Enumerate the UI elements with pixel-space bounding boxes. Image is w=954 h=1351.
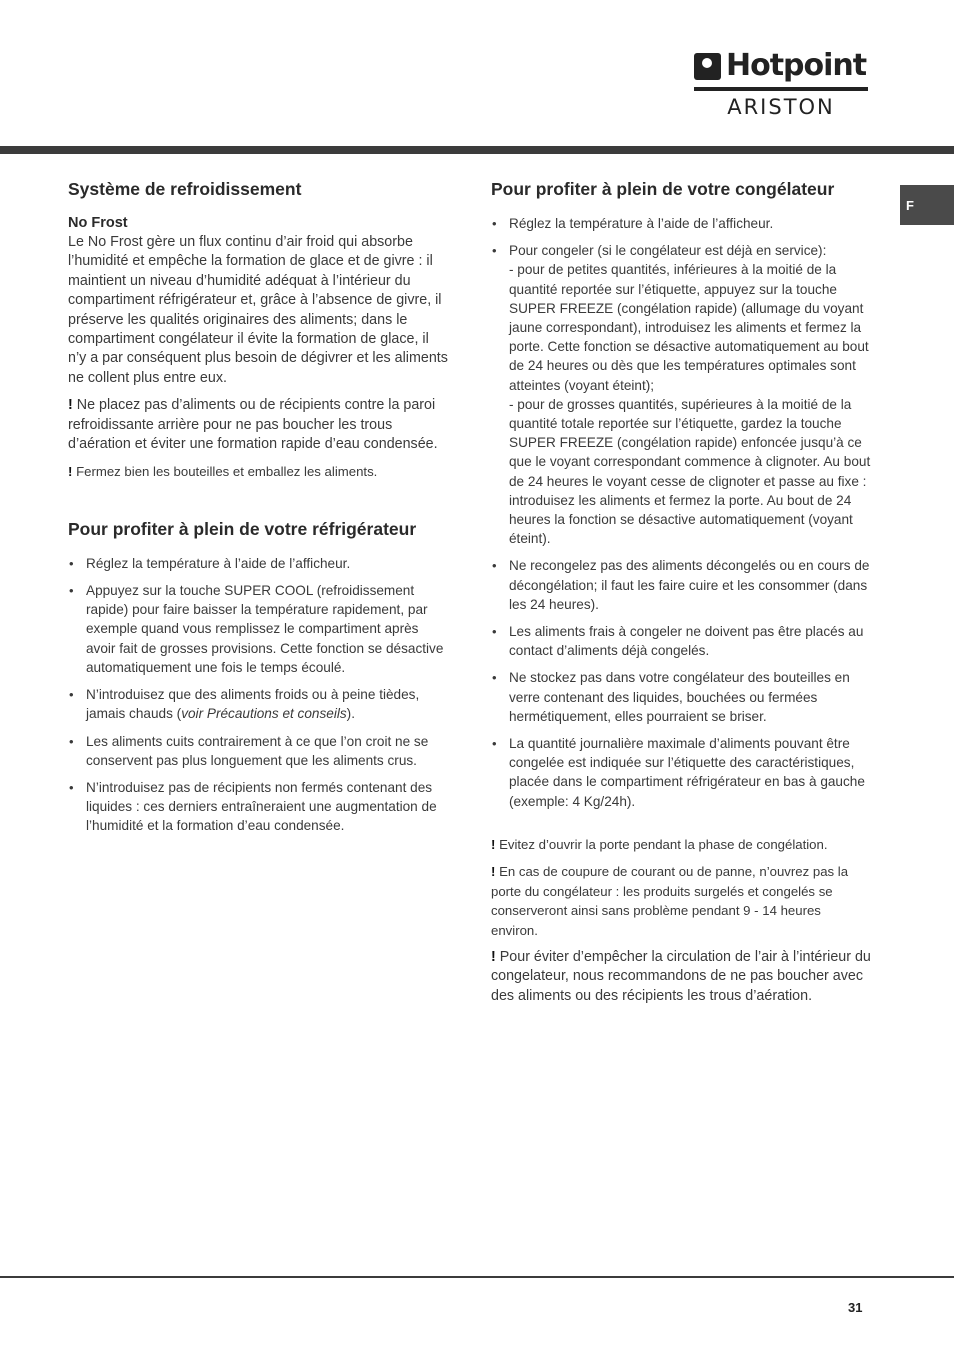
warning-mark: ! <box>491 836 496 852</box>
list-item: • N’introduisez pas de récipients non fermés contenant des liquides : ces derniers entraîneraient une augmentation de l’humidité et la formation d’eau condensée. <box>68 778 448 836</box>
warning-mark: ! <box>491 864 496 880</box>
warning-text: Evitez d’ouvrir la porte pendant la phase de congélation. <box>499 836 828 852</box>
warning-note <box>68 396 448 454</box>
list-item <box>68 685 448 723</box>
section-title-freezer: Pour profiter à plein de votre congélateur <box>491 179 835 199</box>
hotpoint-mark-icon <box>694 53 721 80</box>
list-item: • Les aliments frais à congeler ne doivent pas être placés au contact d’aliments déjà congelés. <box>491 622 871 660</box>
list-item-text: N’introduisez que des aliments froids ou à peine tièdes, jamais chauds ( <box>86 687 420 722</box>
list-item: • Les aliments cuits contrairement à ce que l’on croit ne se conservent pas plus longuement que les aliments crus. <box>68 732 448 770</box>
page-number: 31 <box>848 1300 863 1315</box>
fridge-tips-list <box>68 554 448 836</box>
list-item: • Appuyez sur la touche SUPER COOL (refroidissement rapide) pour faire baisser la température rapidement, par exemple quand vous remplissez le compartiment après avoir fait de grosses provisions. Cette fonction se désactive automatiquement une fois le temps écoulé. <box>68 581 448 677</box>
spacer <box>68 490 448 518</box>
section-title-cooling: Système de refroidissement <box>68 179 302 199</box>
warning-text: Fermez bien les bouteilles et emballez les aliments. <box>76 464 378 480</box>
warning-note <box>491 862 871 940</box>
brand-sub: ARISTON <box>727 95 835 119</box>
warning-note <box>491 835 871 854</box>
freeze-small-quantities: - pour de petites quantités, inférieures à la moitié de la quantité reportée sur l’étiquette, appuyez sur la touche SUPER FREEZE (congélation rapide) (allumage du voyant jaune correspondant), introduisez les aliments et fermez la porte. Cette fonction se désactive automatiquement au bout de 24 heures ou dès que les températures optimales sont atteintes (voyant éteint); <box>509 262 869 393</box>
list-item <box>491 241 871 548</box>
list-item: • Ne recongelez pas des aliments décongelés ou en cours de décongélation; il faut les faire cuire et les consommer (dans les 24 heures). <box>491 556 871 614</box>
warning-text: Pour éviter d’empêcher la circulation de l’air à l’intérieur du congelateur, nous recommandons de ne pas boucher avec des aliments ou des récipients les trous d’aération. <box>491 948 871 1004</box>
warning-note <box>491 948 871 1006</box>
brand-name: Hotpoint <box>726 48 867 83</box>
warning-note <box>68 462 448 481</box>
cross-reference: voir Précautions et conseils <box>181 706 347 722</box>
hotpoint-ariston-logo <box>694 48 868 122</box>
list-item-text: Pour congeler (si le congélateur est déjà en service): <box>509 243 827 259</box>
spacer <box>491 819 871 835</box>
no-frost-title: No Frost <box>68 215 128 231</box>
warning-text: Ne placez pas d’aliments ou de récipients contre la paroi refroidissante arrière pour ne pas boucher les trous d’aération et éviter une formation rapide d’eau condensée. <box>68 397 438 453</box>
logo-top <box>694 48 868 84</box>
freeze-large-quantities: - pour de grosses quantités, supérieures à la moitié de la quantité totale reportée sur l’étiquette, gardez la touche SUPER FREEZE (congélation rapide) enfoncée jusqu’à ce que le voyant correspondant commence à clignoter. Au bout de 24 heures le voyant cesse de clignoter et passe au fixe : introduisez les aliments et fermez la porte. Au bout de 24 heures la fonction se désactive automatiquement (voyant éteint). <box>509 396 871 547</box>
warning-mark: ! <box>68 397 73 414</box>
logo-rule <box>694 87 868 91</box>
list-item: • Ne stockez pas dans votre congélateur des bouteilles en verre contenant des liquides, bouchées ou fermées hermétiquement, elles pourraient se briser. <box>491 668 871 726</box>
list-item-end: ). <box>346 706 355 722</box>
list-item: • La quantité journalière maximale d’aliments pouvant être congelée est indiquée sur l’étiquette des caractéristiques, placée dans le compartiment réfrigérateur en bas à gauche (exemple: 4 Kg/24h). <box>491 734 871 811</box>
right-column <box>491 178 871 1014</box>
language-tab: F <box>900 185 954 225</box>
section-title-fridge: Pour profiter à plein de votre réfrigérateur <box>68 518 417 539</box>
no-frost-text: Le No Frost gère un flux continu d’air froid qui absorbe l’humidité et empêche la formation de glace et de givre : il maintient un niveau d’humidité adéquat à l’intérieur du compartiment réfrigérateur et, grâce à l’absence de givre, il préserve les qualités originaires des aliments; dans le compartiment congélateur il évite la formation de glace, il n’y a par conséquent plus besoin de dégivrer et les aliments ne collent plus entre eux. <box>68 234 448 386</box>
left-column <box>68 178 448 844</box>
header-bar <box>0 146 954 154</box>
list-item: • Réglez la température à l’aide de l’afficheur. <box>68 554 448 573</box>
footer-rule <box>0 1276 954 1278</box>
warning-mark: ! <box>68 464 73 480</box>
list-item: • Réglez la température à l’aide de l’afficheur. <box>491 214 871 233</box>
warning-text: En cas de coupure de courant ou de panne, n’ouvrez pas la porte du congélateur : les produits surgelés et congelés se conserveront ainsi sans problème pendant 9 - 14 heures environ. <box>491 864 849 938</box>
warning-mark: ! <box>491 948 496 965</box>
freezer-tips-list <box>491 214 871 811</box>
